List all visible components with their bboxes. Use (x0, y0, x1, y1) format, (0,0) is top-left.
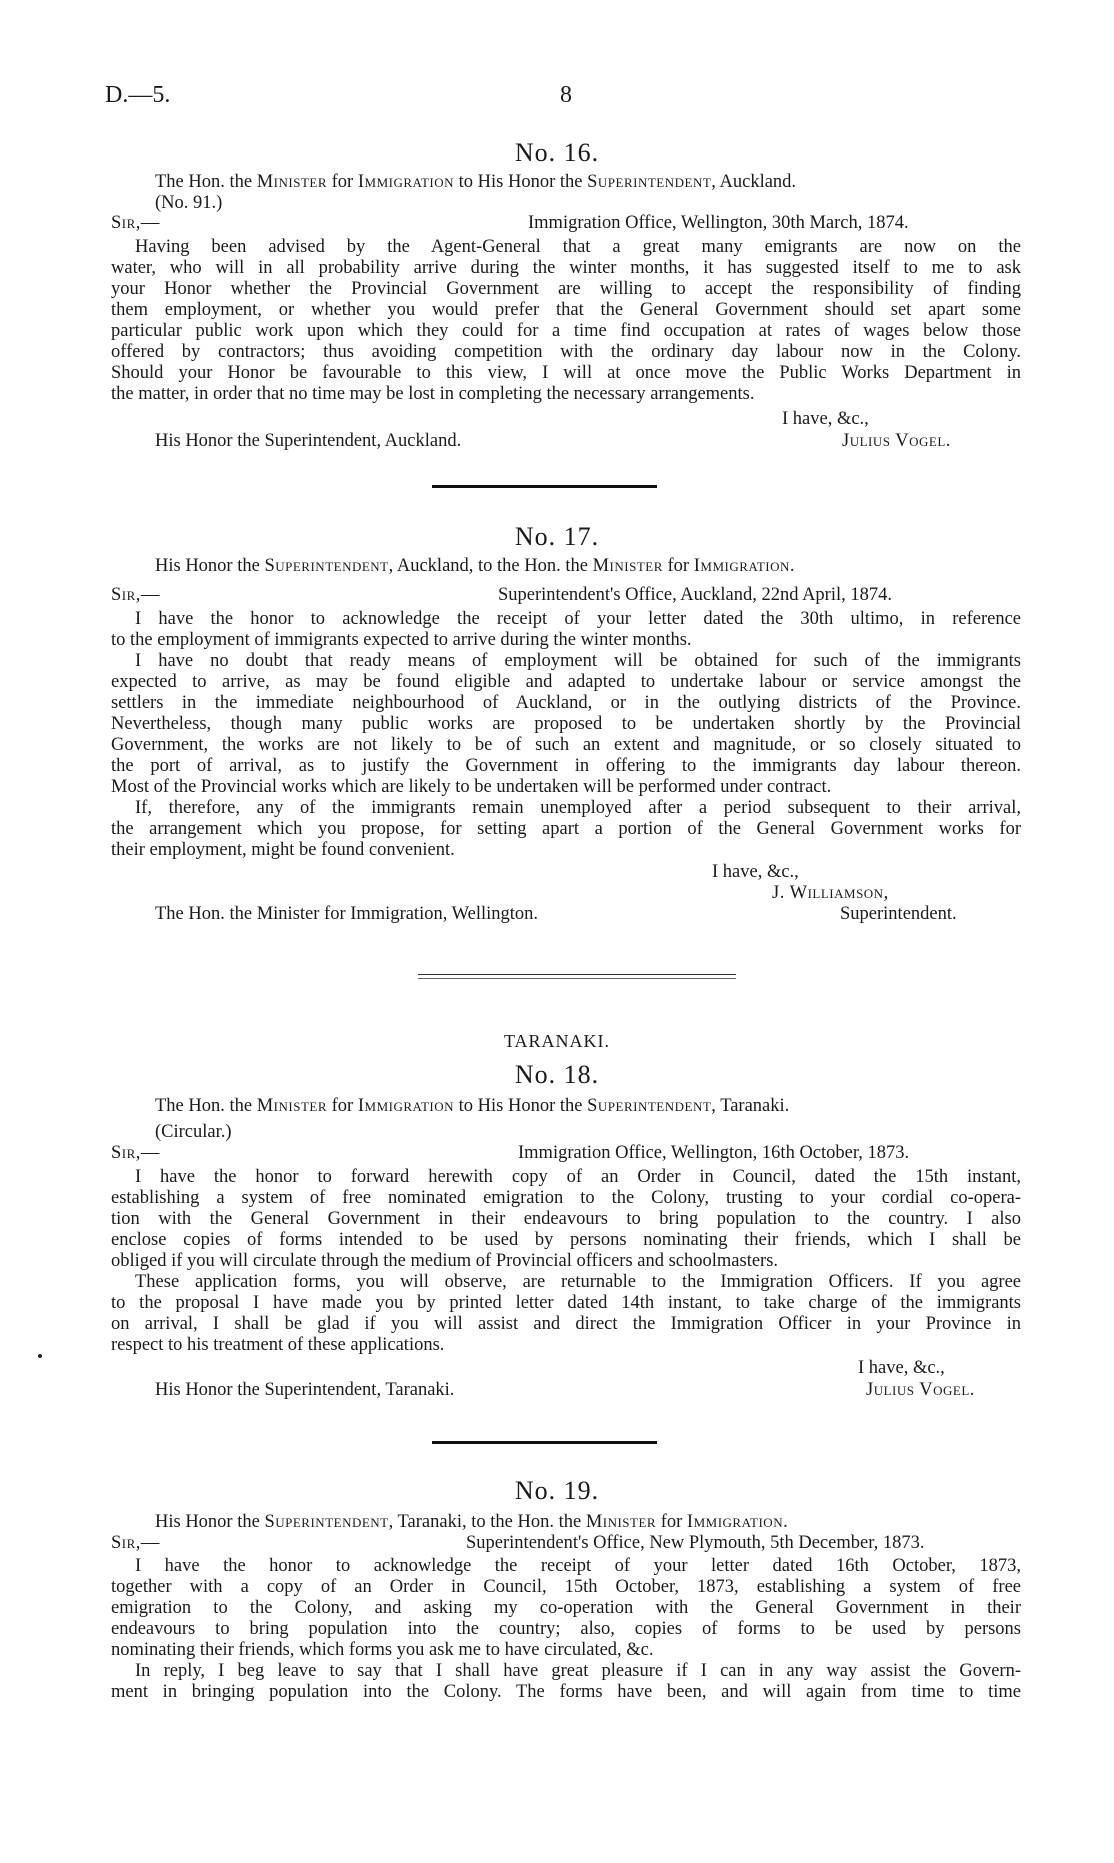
letter-heading: His Honor the Superintendent, Taranaki, to the Hon. the Minister for Immigration. (155, 1512, 788, 1532)
body-line: Most of the Provincial works which are likely to be undertaken will be performed under contract. (111, 777, 832, 797)
addressee: The Hon. the Minister for Immigration, Wellington. (155, 904, 539, 924)
body-line: Should your Honor be favourable to this view, I will at once move the Public Works Department in (111, 363, 1021, 383)
body-line: endeavours to bring population into the country; also, copies of forms to be used by persons (111, 1619, 1021, 1639)
body-line: the matter, in order that no time may be lost in completing the necessary arrangements. (111, 384, 755, 404)
salutation: Sir,— (111, 1143, 160, 1163)
body-line: I have the honor to forward herewith copy of an Order in Council, dated the 15th instant, (135, 1167, 1021, 1187)
letter-heading: The Hon. the Minister for Immigration to His Honor the Superintendent, Taranaki. (155, 1096, 790, 1116)
letter-heading: His Honor the Superintendent, Auckland, to the Hon. the Minister for Immigration. (155, 556, 795, 576)
document-code: D.—5. (105, 82, 171, 108)
dateline: Immigration Office, Wellington, 16th October, 1873. (518, 1143, 910, 1163)
body-line: particular public work upon which they could for a time find occupation at rates of wages below those (111, 321, 1021, 341)
addressee: His Honor the Superintendent, Taranaki. (155, 1380, 455, 1400)
signatory-title: Superintendent. (840, 904, 957, 924)
dateline: Immigration Office, Wellington, 30th March, 1874. (528, 213, 909, 233)
body-line: emigration to the Colony, and asking my co-operation with the General Government in their (111, 1598, 1021, 1618)
body-line: on arrival, I shall be glad if you will assist and direct the Immigration Officer in your Province in (111, 1314, 1021, 1334)
body-line: Government, the works are not likely to be of such an extent and magnitude, or so closely situated to (111, 735, 1021, 755)
dateline: Superintendent's Office, New Plymouth, 5th December, 1873. (466, 1533, 925, 1553)
body-line: the arrangement which you propose, for setting apart a portion of the General Government works for (111, 819, 1021, 839)
body-line: water, who will in all probability arrive during the winter months, it has suggested itself to me to ask (111, 258, 1021, 278)
section-divider-bottom (418, 978, 736, 979)
body-line: If, therefore, any of the immigrants remain unemployed after a period subsequent to their arrival, (135, 798, 1021, 818)
body-line: their employment, might be found convenient. (111, 840, 455, 860)
body-line: Nevertheless, though many public works are proposed to be undertaken shortly by the Provincial (111, 714, 1021, 734)
signature: Julius Vogel. (842, 431, 951, 451)
body-line: In reply, I beg leave to say that I shall have great pleasure if I can in any way assist the Govern- (135, 1661, 1021, 1681)
body-line: expected to arrive, as may be found eligible and adapted to undertake labour or service amongst the (111, 672, 1021, 692)
body-line: obliged if you will circulate through the medium of Provincial officers and schoolmasters. (111, 1251, 779, 1271)
section-divider-top (418, 974, 736, 975)
body-line: I have no doubt that ready means of employment will be obtained for such of the immigrants (135, 651, 1021, 671)
body-line: offered by contractors; thus avoiding competition with the ordinary day labour now in the Colony. (111, 342, 1021, 362)
body-line: I have the honor to acknowledge the receipt of your letter dated the 30th ultimo, in reference (135, 609, 1021, 629)
body-line: These application forms, you will observe, are returnable to the Immigration Officers. If you agree (135, 1272, 1021, 1292)
margin-mark (38, 1354, 42, 1358)
letter-reference: (No. 91.) (155, 193, 223, 213)
salutation: Sir,— (111, 213, 160, 233)
salutation: Sir,— (111, 585, 160, 605)
body-line: Having been advised by the Agent-General that a great many emigrants are now on the (135, 237, 1021, 257)
body-line: settlers in the immediate neighbourhood of Auckland, or in the outlying districts of the Province. (111, 693, 1021, 713)
closing: I have, &c., (782, 409, 869, 429)
section-divider (432, 1441, 657, 1444)
signature: J. Williamson, (772, 883, 889, 903)
dateline: Superintendent's Office, Auckland, 22nd April, 1874. (498, 585, 893, 605)
body-line: together with a copy of an Order in Council, 15th October, 1873, establishing a system of free (111, 1577, 1021, 1597)
section-divider (432, 485, 657, 488)
letter-number: No. 18. (514, 1060, 600, 1089)
salutation: Sir,— (111, 1533, 160, 1553)
body-line: them employment, or whether you would prefer that the General Government should set apart some (111, 300, 1021, 320)
body-line: establishing a system of free nominated emigration to the Colony, trusting to your cordial co-opera- (111, 1188, 1021, 1208)
signature: Julius Vogel. (866, 1380, 975, 1400)
body-line: I have the honor to acknowledge the receipt of your letter dated 16th October, 1873, (135, 1556, 1021, 1576)
letter-heading: The Hon. the Minister for Immigration to His Honor the Superintendent, Auckland. (155, 172, 797, 192)
letter-number: No. 19. (514, 1476, 600, 1505)
body-line: to the proposal I have made you by printed letter dated 14th instant, to take charge of the immigrants (111, 1293, 1021, 1313)
addressee: His Honor the Superintendent, Auckland. (155, 431, 462, 451)
body-line: your Honor whether the Provincial Government are willing to accept the responsibility of finding (111, 279, 1021, 299)
body-line: ment in bringing population into the Colony. The forms have been, and will again from time to time (111, 1682, 1021, 1702)
letter-number: No. 16. (514, 138, 600, 167)
body-line: enclose copies of forms intended to be used by persons nominating their friends, which I shall be (111, 1230, 1021, 1250)
letter-reference: (Circular.) (155, 1122, 232, 1142)
body-line: respect to his treatment of these applications. (111, 1335, 445, 1355)
closing: I have, &c., (858, 1358, 945, 1378)
body-line: the port of arrival, as to justify the Government in offering to the immigrants day labour thereon. (111, 756, 1021, 776)
region-heading: TARANAKI. (503, 1031, 611, 1051)
body-line: nominating their friends, which forms you ask me to have circulated, &c. (111, 1640, 654, 1660)
letter-number: No. 17. (514, 522, 600, 551)
body-line: tion with the General Government in their endeavours to bring population to the country. I also (111, 1209, 1021, 1229)
closing: I have, &c., (712, 862, 799, 882)
body-line: to the employment of immigrants expected to arrive during the winter months. (111, 630, 692, 650)
page-number: 8 (560, 82, 572, 108)
